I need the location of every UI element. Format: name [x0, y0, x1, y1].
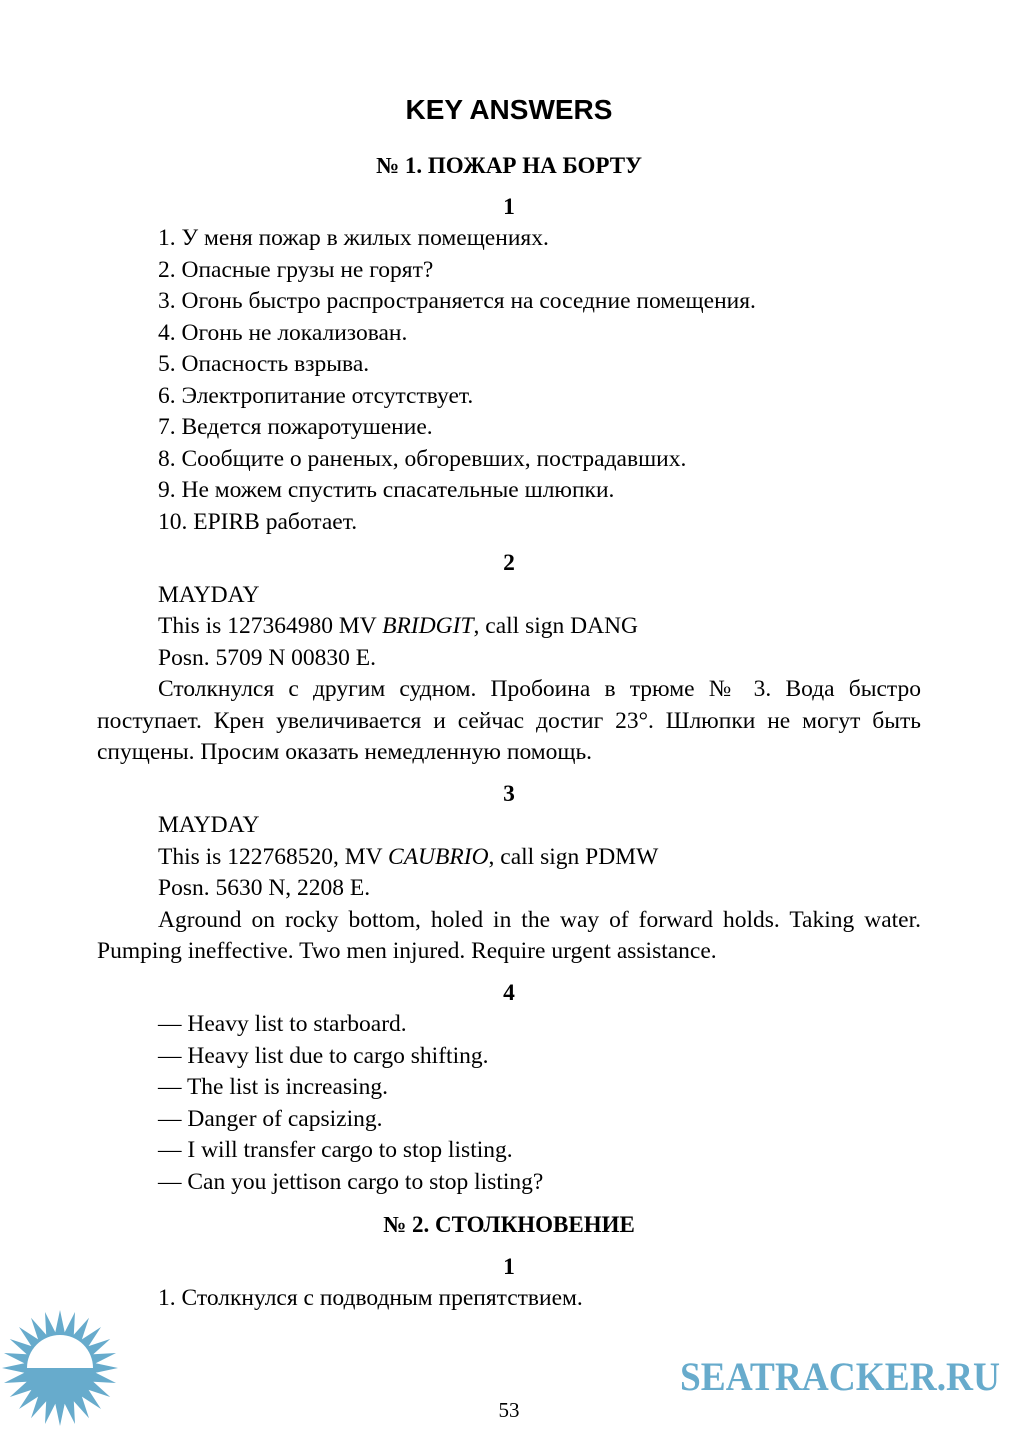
message-line [97, 611, 921, 643]
message-line: Posn. 5630 N, 2208 E. [158, 875, 371, 901]
list-item: 8. Сообщите о раненых, обгоревших, пострадавших. [158, 445, 687, 472]
exercise-number: 1 [503, 1253, 515, 1280]
list-item: — Can you jettison cargo to stop listing? [158, 1168, 544, 1195]
paragraph: Столкнулся с другим судном. Пробоина в трюме № 3. Вода быстро поступает. Крен увеличивается и сейчас достиг 23°. Шлюпки не могут быть спущены. Просим оказать немедленную помощь. [97, 676, 921, 765]
ship-name: CAUBRIO [388, 843, 489, 870]
page-title: KEY ANSWERS [405, 94, 613, 125]
list-item: 1. У меня пожар в жилых помещениях. [158, 225, 549, 251]
exercise-1-list [97, 223, 921, 538]
message-line [97, 842, 921, 874]
list-item: 4. Огонь не локализован. [158, 319, 408, 346]
text: , call sign PDMW [488, 843, 659, 870]
document-page [97, 90, 921, 1315]
page-number: 53 [498, 1398, 520, 1422]
list-item: — The list is increasing. [158, 1074, 388, 1100]
exercise-number: 3 [503, 780, 515, 807]
ship-name: BRIDGIT [382, 613, 474, 639]
list-item: 9. Не можем спустить спасательные шлюпки. [158, 477, 615, 503]
list-item: — I will transfer cargo to stop listing. [158, 1137, 513, 1163]
list-item: — Heavy list due to cargo shifting. [158, 1042, 489, 1069]
section-heading: № 2. СТОЛКНОВЕНИЕ [383, 1212, 635, 1237]
list-item: 1. Столкнулся с подводным препятствием. [158, 1285, 583, 1311]
exercise-number: 2 [503, 550, 515, 576]
watermark-text: SEATRACKER.RU [680, 1354, 1000, 1399]
message-line: MAYDAY [158, 812, 260, 838]
list-item: 3. Огонь быстро распространяется на соседние помещения. [158, 288, 756, 314]
list-item: 7. Ведется пожаротушение. [158, 414, 433, 440]
list-item: — Danger of capsizing. [158, 1105, 383, 1132]
list-item: — Heavy list to starboard. [158, 1011, 407, 1037]
exercise-number: 1 [503, 193, 515, 220]
list-item: 6. Электропитание отсутствует. [158, 382, 474, 409]
section-heading: № 1. ПОЖАР НА БОРТУ [376, 153, 642, 178]
list-item: 10. EPIRB работает. [158, 508, 358, 535]
paragraph: Aground on rocky bottom, holed in the way of forward holds. Taking water. Pumping ineffective. Two men injured. Require urgent assistance. [97, 906, 921, 964]
message-line: Posn. 5709 N 00830 E. [158, 644, 377, 671]
message-line: MAYDAY [158, 581, 260, 608]
list-item: 5. Опасность взрыва. [158, 351, 370, 377]
exercise-number: 4 [503, 979, 515, 1006]
text: , call sign DANG [473, 613, 639, 639]
text: This is 127364980 MV [158, 613, 383, 639]
text: This is 122768520, MV [158, 843, 389, 870]
list-item: 2. Опасные грузы не горят? [158, 256, 434, 283]
